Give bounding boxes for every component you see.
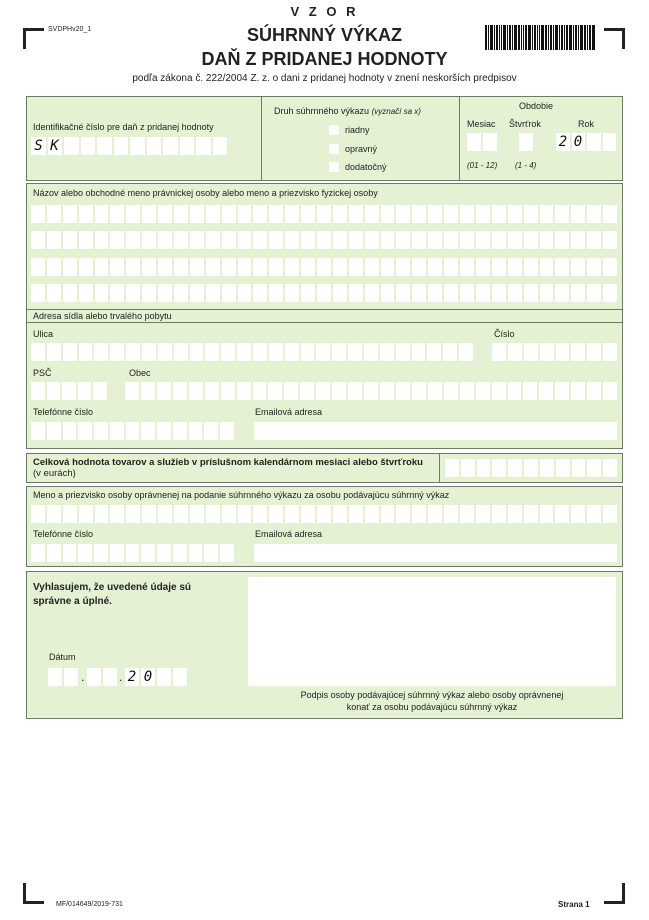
year-prefix-char-2: 0 xyxy=(573,134,583,150)
signature-caption-line-1: Podpis osoby podávajúcej súhrnný výkaz alebo osoby oprávnenej xyxy=(300,690,564,700)
vat-id-label: Identifikačné číslo pre daň z pridanej hodnoty xyxy=(33,122,214,132)
authorized-phone-field[interactable] xyxy=(31,544,234,562)
type-corrective-label: opravný xyxy=(345,144,378,154)
name-field-row-4[interactable] xyxy=(31,284,617,302)
vat-prefix-char-2: K xyxy=(50,138,59,154)
type-supplementary-checkbox[interactable] xyxy=(329,162,339,172)
type-supplementary-label: dodatočný xyxy=(345,162,387,172)
divider xyxy=(459,97,460,180)
authorized-phone-label: Telefónne číslo xyxy=(33,529,94,539)
corner-mark-bottom-right xyxy=(604,883,625,904)
street-label: Ulica xyxy=(33,329,54,339)
date-year-prefix-char-2: 0 xyxy=(143,669,153,685)
phone-field[interactable] xyxy=(31,422,234,440)
phone-label: Telefónne číslo xyxy=(33,407,94,417)
name-field-row-3[interactable] xyxy=(31,258,617,276)
vat-prefix-char-1: S xyxy=(34,138,43,154)
date-month-field[interactable] xyxy=(87,668,117,686)
zip-field[interactable] xyxy=(31,382,107,400)
address-heading: Adresa sídla alebo trvalého pobytu xyxy=(33,311,172,321)
zip-label: PSČ xyxy=(33,368,52,378)
declaration-line-2: správne a úplné. xyxy=(33,596,112,607)
sample-mark: V Z O R xyxy=(290,4,359,19)
date-year-prefix-char-1: 2 xyxy=(127,669,137,685)
quarter-range-hint: (1 - 4) xyxy=(515,161,537,170)
type-corrective-checkbox[interactable] xyxy=(329,144,339,154)
city-field[interactable] xyxy=(125,382,617,400)
city-label: Obec xyxy=(129,368,151,378)
page-number: Strana 1 xyxy=(558,900,590,909)
declaration-line-1: Vyhlasujem, že uvedené údaje sú xyxy=(33,582,192,593)
month-range-hint: (01 - 12) xyxy=(467,161,498,170)
email-field[interactable] xyxy=(254,422,617,440)
total-value-field[interactable] xyxy=(445,459,617,477)
authorized-name-label: Meno a priezvisko osoby oprávnenej na podanie súhrnného výkazu za osobu podávajúcu súhrnný výkaz xyxy=(33,490,450,500)
name-label: Názov alebo obchodné meno právnickej osoby alebo meno a priezvisko fyzickej osoby xyxy=(33,188,378,198)
date-day-field[interactable] xyxy=(48,668,78,686)
corner-mark-bottom-left xyxy=(23,883,44,904)
type-regular-label: riadny xyxy=(345,125,370,135)
year-label: Rok xyxy=(578,119,595,129)
quarter-label: Štvrťrok xyxy=(509,119,541,129)
name-field-row-2[interactable] xyxy=(31,231,617,249)
authorized-email-field[interactable] xyxy=(254,544,617,562)
divider xyxy=(27,322,622,323)
form-title-line1: SÚHRNNÝ VÝKAZ xyxy=(246,25,402,45)
authorized-email-label: Emailová adresa xyxy=(255,529,323,539)
street-field[interactable] xyxy=(31,343,473,361)
date-separator: . xyxy=(119,670,123,684)
signature-caption-line-2: konať za osobu podávajúcu súhrnný výkaz xyxy=(346,702,518,712)
period-label: Obdobie xyxy=(519,101,554,111)
month-field[interactable] xyxy=(467,133,497,151)
signature-field[interactable] xyxy=(248,577,616,686)
date-label: Dátum xyxy=(49,652,76,662)
year-prefix-char-1: 2 xyxy=(558,134,568,150)
number-field[interactable] xyxy=(492,343,617,361)
form-title-line2: DAŇ Z PRIDANEJ HODNOTY xyxy=(201,49,448,69)
report-type-label: Druh súhrnného výkazu (vyznačí sa x) xyxy=(274,106,421,116)
number-label: Číslo xyxy=(494,329,515,339)
divider xyxy=(261,97,262,180)
authorized-name-field[interactable] xyxy=(31,505,617,523)
document-number: MF/014649/2019-731 xyxy=(56,901,123,908)
quarter-field[interactable] xyxy=(519,133,533,151)
name-field-row-1[interactable] xyxy=(31,205,617,223)
form-code: SVDPHv20_1 xyxy=(48,26,92,33)
barcode xyxy=(485,25,615,50)
email-label: Emailová adresa xyxy=(255,407,323,417)
month-label: Mesiac xyxy=(467,119,496,129)
total-value-label: Celková hodnota tovarov a služieb v príslušnom kalendárnom mesiaci alebo štvrťroku (v eurách) xyxy=(33,457,423,479)
date-separator: . xyxy=(81,670,85,684)
form-subtitle: podľa zákona č. 222/2004 Z. z. o dani z pridanej hodnoty v znení neskorších predpisov xyxy=(132,73,517,84)
type-regular-checkbox[interactable] xyxy=(329,125,339,135)
divider xyxy=(27,309,622,310)
divider xyxy=(439,454,440,482)
